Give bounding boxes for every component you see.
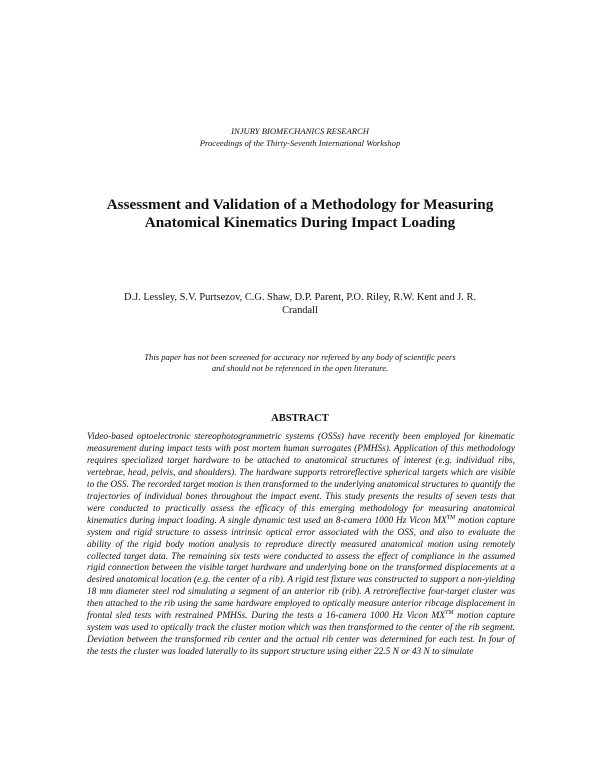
- abstract-text-part-3: motion capture system was used to optically track the cluster motion which was then transformed to the center of the rib segment. Deviation between the transformed rib center and the actual rib center was determined for each test. In four of the tests the cluster was loaded laterally to its support structure using either 22.5 N or 43 N to simulate: [87, 611, 515, 658]
- header-proceedings: Proceedings of the Thirty-Seventh International Workshop: [199, 138, 401, 148]
- disclaimer-notice: [90, 352, 510, 374]
- trademark-superscript: TM: [446, 514, 456, 521]
- trademark-superscript: TM: [445, 610, 454, 617]
- proceedings-header: [0, 125, 600, 149]
- authors-line-1: D.J. Lessley, S.V. Purtsezov, C.G. Shaw, D.P. Parent, P.O. Riley, R.W. Kent and J. R.: [123, 292, 477, 303]
- header-series: INJURY BIOMECHANICS RESEARCH: [231, 126, 369, 136]
- abstract-heading: ABSTRACT: [271, 413, 329, 424]
- authors-line-2: Crandall: [282, 305, 318, 316]
- notice-line-2: and should not be referenced in the open literature.: [211, 363, 389, 373]
- paper-title: [60, 196, 540, 232]
- author-list: [70, 291, 530, 317]
- abstract-text-part-2: motion capture system and rigid structure to assess intrinsic optical error associated with the OSS, and also to evaluate the ability of the rigid body motion analysis to reproduce directly measured anatomical motion using remotely collected target data. The remaining six tests were conducted to assess the effect of compliance in the assumed rigid connection between the visible target hardware and underlying bone on the transformed displacements at a desired anatomical location (e.g. the center of a rib). A rigid test fixture was constructed to support a non-yielding 18 mm diameter steel rod simulating a segment of an anterior rib (rib). A retroreflective four-target cluster was then attached to the rib using the same hardware employed to optically measure anterior ribcage displacement in frontal sled tests with restrained PMHSs. During the tests a 16-camera 1000 Hz Vicon MX: [87, 515, 516, 622]
- abstract-text-part-1: Video-based optoelectronic stereophotogrammetric systems (OSSs) have recently been employed for kinematic measurement during impact tests with post mortem human surrogates (PMHSs). Application of this methodology requires specialized target hardware to be attached to anatomical structures of interest (e.g. individual ribs, vertebrae, head, pelvis, and shoulders). The hardware supports retroreflective spherical targets which are visible to the OSS. The recorded target motion is then transformed to the underlying anatomical structures to quantify the trajectories of individual bones throughout the impact event. This study presents the results of seven tests that were conducted to practically assess the efficacy of this emerging methodology for measuring anatomical kinematics during impact loading. A single dynamic test used an 8-camera 1000 Hz Vicon MX: [87, 432, 515, 526]
- title-line-2: Anatomical Kinematics During Impact Loading: [144, 214, 456, 231]
- notice-line-1: This paper has not been screened for accuracy nor refereed by any body of scientific peers: [144, 352, 456, 362]
- abstract-body: [87, 432, 515, 659]
- title-line-1: Assessment and Validation of a Methodology for Measuring: [106, 196, 494, 213]
